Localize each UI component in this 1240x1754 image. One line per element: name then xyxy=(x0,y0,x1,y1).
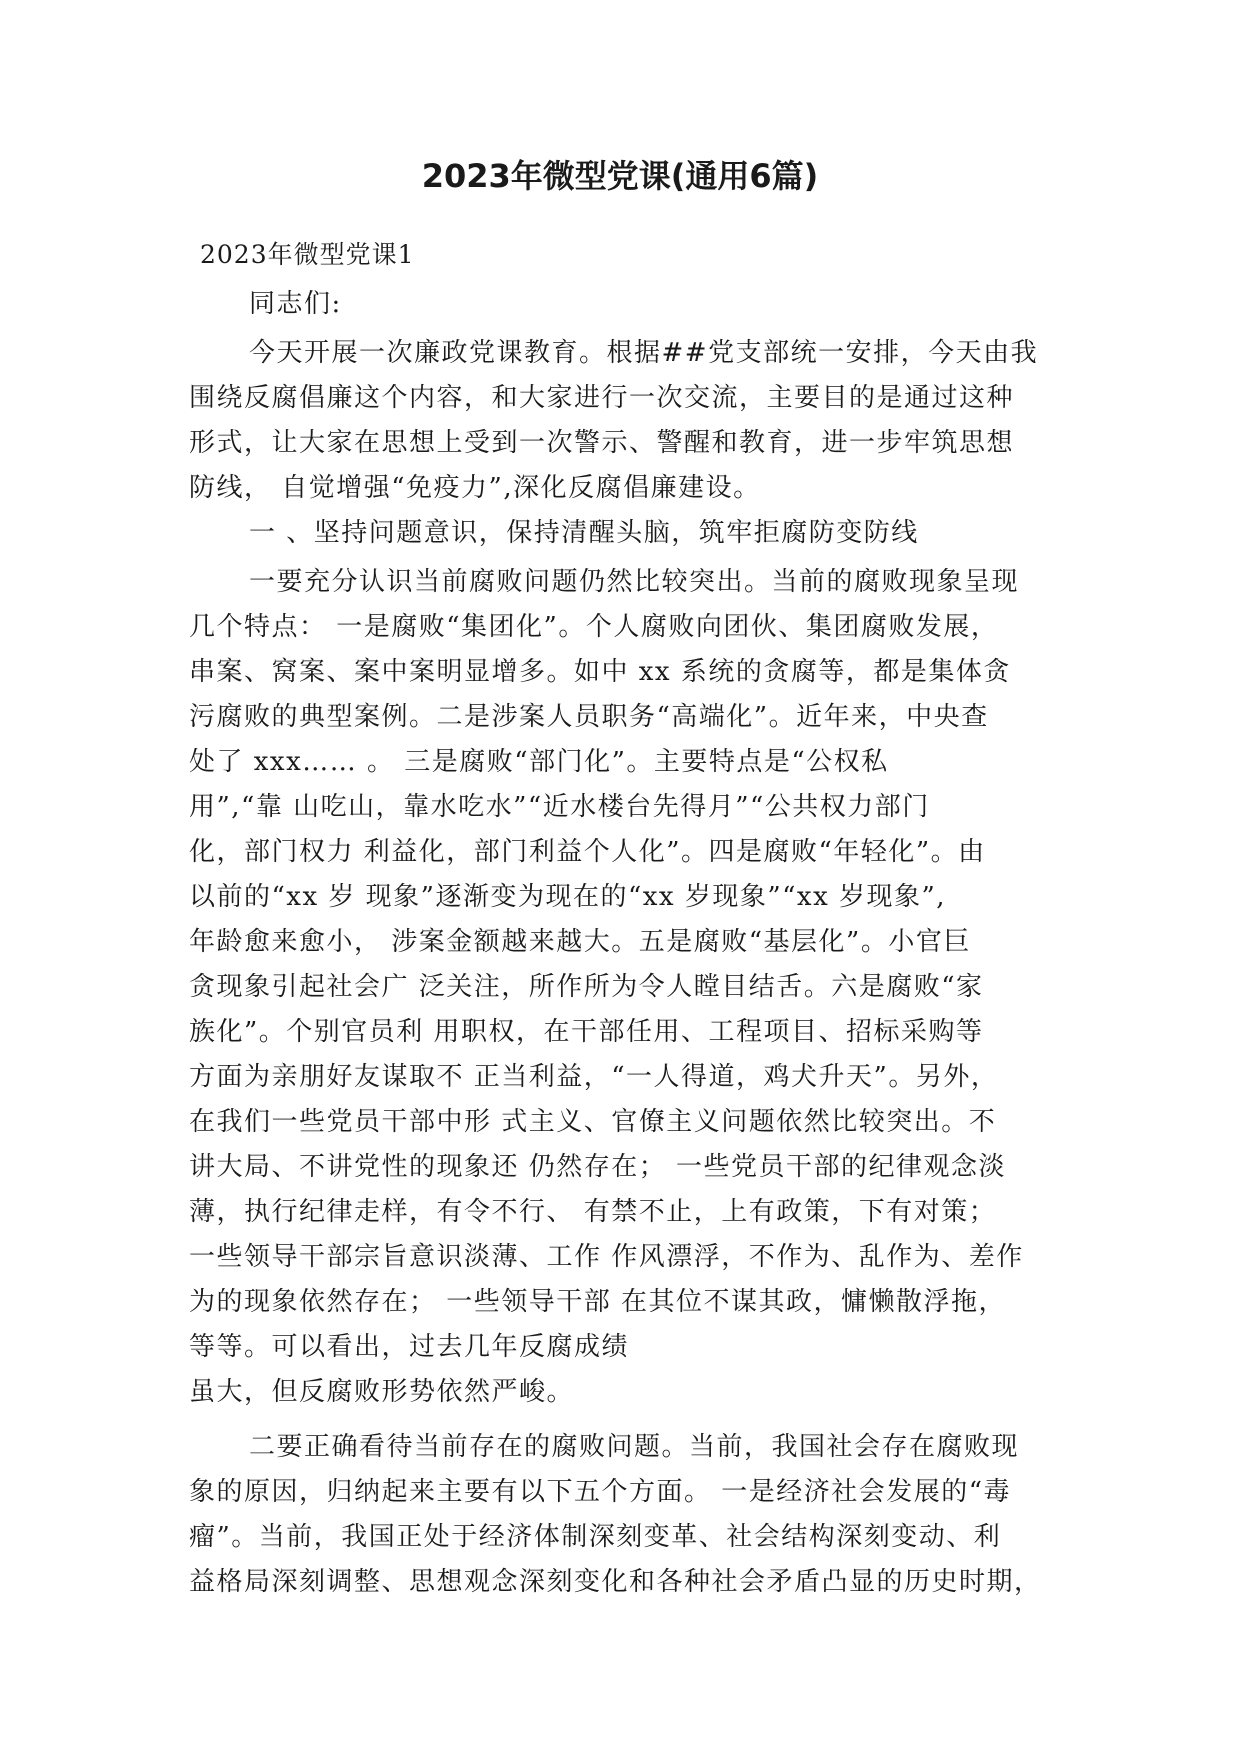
paragraph-line: 以前的“xx 岁 现象”逐渐变为现在的“xx 岁现象”“xx 岁现象”, xyxy=(189,882,947,912)
paragraph-line: 象的原因，归纳起来主要有以下五个方面。 一是经济社会发展的“毒 xyxy=(189,1477,1012,1507)
paragraph-line: 方面为亲朋好友谋取不 正当利益，“一人得道，鸡犬升天”。另外， xyxy=(189,1062,999,1092)
paragraph-line: 形式，让大家在思想上受到一次警示、警醒和教育，进一步牢筑思想 xyxy=(189,428,1015,458)
salutation: 同志们: xyxy=(249,289,342,319)
section-point-heading: 一 、坚持问题意识，保持清醒头脑，筑牢拒腐防变防线 xyxy=(249,518,919,548)
paragraph-line: 一些领导干部宗旨意识淡薄、工作 作风漂浮，不作为、乱作为、差作 xyxy=(189,1242,1024,1272)
paragraph-line: 几个特点： 一是腐败“集团化”。个人腐败向团伙、集团腐败发展， xyxy=(189,612,999,642)
paragraph-line: 贪现象引起社会广 泛关注，所作所为令人瞠目结舌。六是腐败“家 xyxy=(189,972,984,1002)
paragraph-line: 虽大，但反腐败形势依然严峻。 xyxy=(189,1377,575,1407)
paragraph-line: 今天开展一次廉政党课教育。根据##党支部统一安排，今天由我 xyxy=(249,338,1039,368)
paragraph-line: 化，部门权力 利益化，部门利益个人化”。四是腐败“年轻化”。由 xyxy=(189,837,986,867)
paragraph-line: 年龄愈来愈小， 涉案金额越来越大。五是腐败“基层化”。小官巨 xyxy=(189,927,971,957)
paragraph-line: 污腐败的典型案例。二是涉案人员职务“高端化”。近年来，中央查 xyxy=(189,702,989,732)
paragraph-line: 围绕反腐倡廉这个内容，和大家进行一次交流，主要目的是通过这种 xyxy=(189,383,1015,413)
paragraph-line: 二要正确看待当前存在的腐败问题。当前，我国社会存在腐败现 xyxy=(249,1432,1020,1462)
paragraph-line: 族化”。个别官员利 用职权，在干部任用、工程项目、招标采购等 xyxy=(189,1017,984,1047)
paragraph-line: 串案、窝案、案中案明显增多。如中 xx 系统的贪腐等，都是集体贪 xyxy=(189,657,1011,687)
paragraph-line: 处了 xxx…… 。 三是腐败“部门化”。主要特点是“公权私 xyxy=(189,747,889,777)
paragraph-line: 用”,“靠 山吃山，靠水吃水”“近水楼台先得月”“公共权力部门 xyxy=(189,792,930,822)
paragraph-line: 等等。可以看出，过去几年反腐成绩 xyxy=(189,1332,630,1362)
document-title: 2023年微型党课(通用6篇) xyxy=(421,157,819,195)
paragraph-line: 为的现象依然存在； 一些领导干部 在其位不谋其政，慵懒散浮拖， xyxy=(189,1287,1007,1317)
paragraph-line: 防线， 自觉增强“免疫力”,深化反腐倡廉建设。 xyxy=(189,473,761,503)
document-body xyxy=(189,282,1069,1605)
paragraph-line: 一要充分认识当前腐败问题仍然比较突出。当前的腐败现象呈现 xyxy=(249,567,1020,597)
section-heading: 2023年微型党课1 xyxy=(200,240,415,269)
paragraph-line: 在我们一些党员干部中形 式主义、官僚主义问题依然比较突出。不 xyxy=(189,1107,997,1137)
paragraph-line: 益格局深刻调整、思想观念深刻变化和各种社会矛盾凸显的历史时期， xyxy=(189,1567,1042,1597)
paragraph-line: 讲大局、不讲党性的现象还 仍然存在； 一些党员干部的纪律观念淡 xyxy=(189,1152,1007,1182)
paragraph-line: 薄，执行纪律走样，有令不行、 有禁不止，上有政策，下有对策； xyxy=(189,1197,997,1227)
paragraph-line: 瘤”。当前，我国正处于经济体制深刻变革、社会结构深刻变动、利 xyxy=(189,1522,1002,1552)
